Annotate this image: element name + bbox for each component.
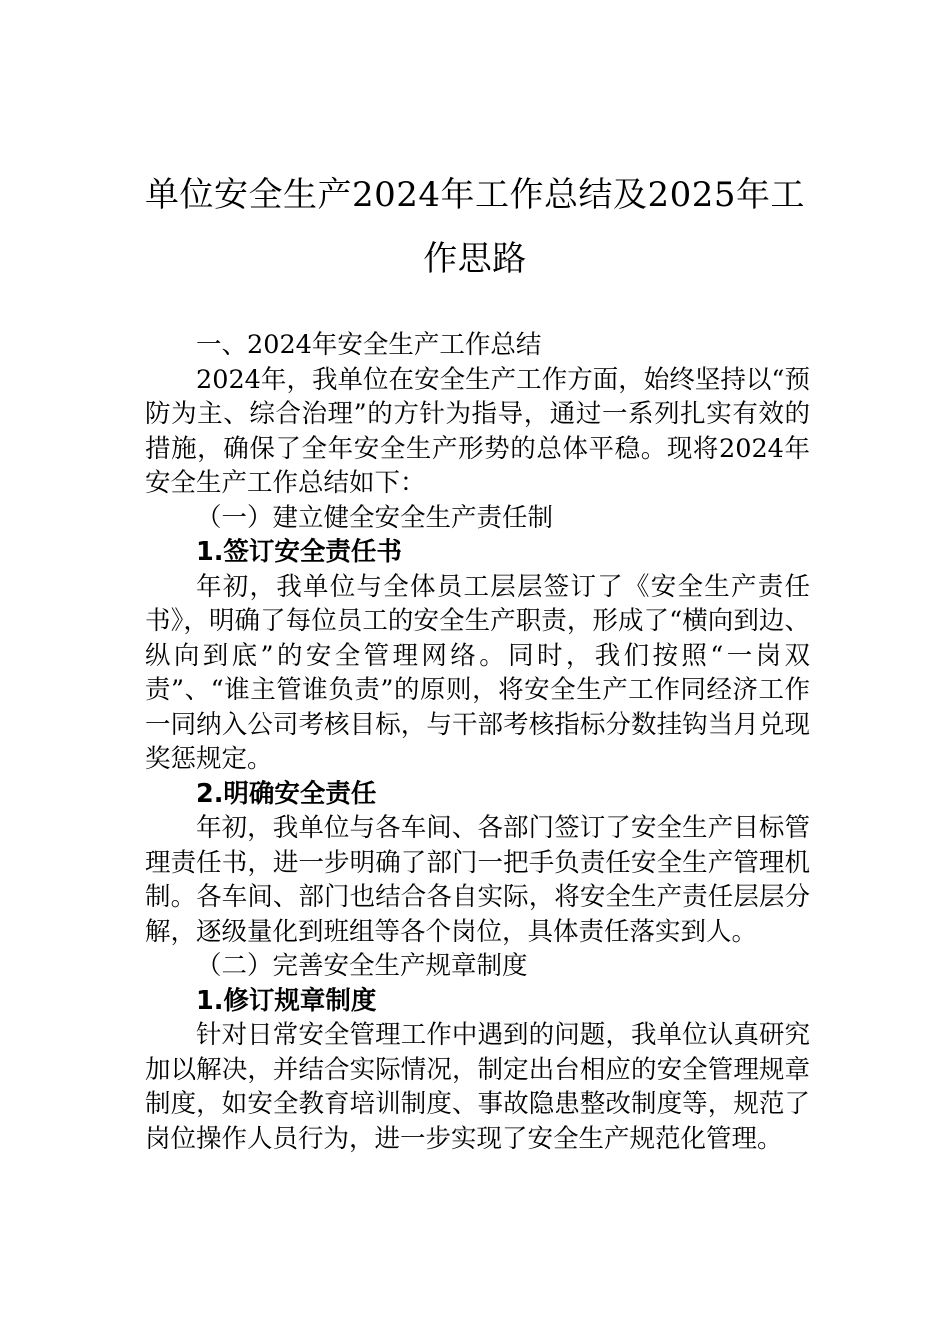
document-title: 单位安全生产2024年工作总结及2025年工作思路	[144, 175, 806, 279]
section-heading: 一、2024年安全生产工作总结	[196, 330, 542, 360]
body-paragraph: 年初，我单位与全体员工层层签订了《安全生产责任书》，明确了每位员工的安全生产职责，形成了“横向到边、纵向到底”的安全管理网络。同时，我们按照“一岗双责”、“谁主管谁负责”的原则，将安全生产工作同经济工作一同纳入公司考核目标，与干部考核指标分数挂钩当月兑现奖惩规定。	[145, 571, 810, 774]
subsection-heading: 1.修订规章制度	[196, 985, 377, 1016]
body-paragraph: 2024年，我单位在安全生产工作方面，始终坚持以“预防为主、综合治理”的方针为指导，通过一系列扎实有效的措施，确保了全年安全生产形势的总体平稳。现将2024年安全生产工作总结如下：	[145, 364, 810, 498]
section-heading: （二）完善安全生产规章制度	[196, 951, 528, 981]
body-paragraph: 年初，我单位与各车间、各部门签订了安全生产目标管理责任书，进一步明确了部门一把手负责任安全生产管理机制。各车间、部门也结合各自实际，将安全生产责任层层分解，逐级量化到班组等各个岗位，具体责任落实到人。	[145, 813, 810, 947]
subsection-heading: 2.明确安全责任	[196, 778, 377, 809]
subsection-heading: 1.签订安全责任书	[196, 537, 402, 567]
section-heading: （一）建立健全安全生产责任制	[196, 502, 554, 533]
body-paragraph: 针对日常安全管理工作中遇到的问题，我单位认真研究加以解决，并结合实际情况，制定出台相应的安全管理规章制度，如安全教育培训制度、事故隐患整改制度等，规范了岗位操作人员行为，进一步实现了安全生产规范化管理。	[145, 1020, 810, 1154]
document-body	[145, 328, 810, 1156]
